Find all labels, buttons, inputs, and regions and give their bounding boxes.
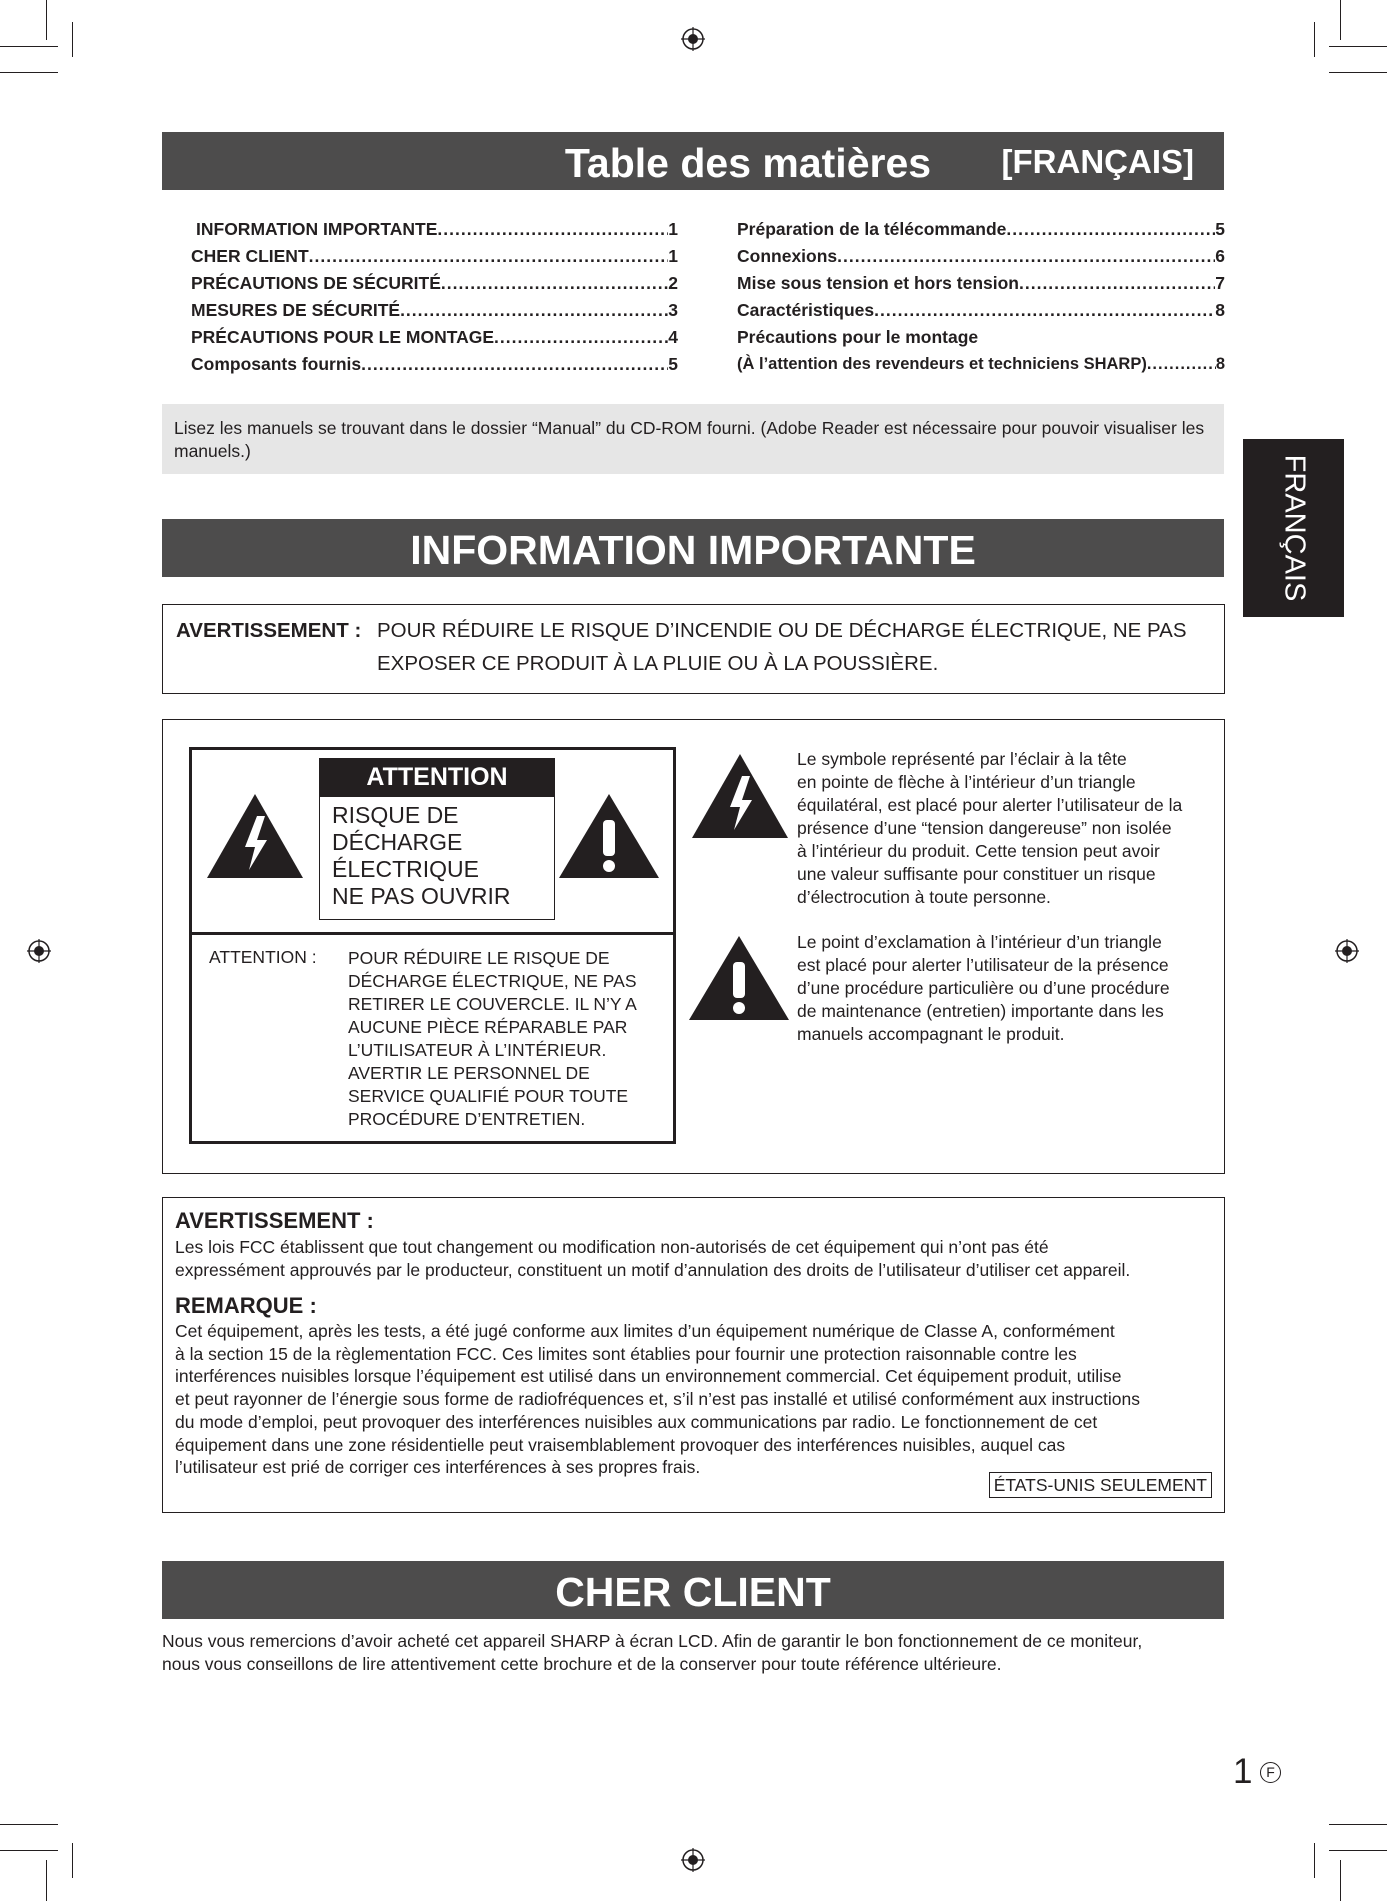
registration-mark-icon — [681, 1848, 705, 1872]
toc-entry[interactable]: Connexions ..... 6 — [737, 245, 1225, 267]
toc-entry[interactable]: Composants fournis ..... 5 — [191, 353, 678, 375]
caution-text-line: SERVICE QUALIFIÉ POUR TOUTE — [348, 1086, 629, 1106]
notice-text: Lisez les manuels se trouvant dans le dossier “Manual” du CD-ROM fourni. (Adobe Reader est nécessaire pour pouvoir visualiser les manuels.) — [174, 418, 1205, 461]
caution-label — [189, 747, 676, 1144]
exclamation-description: Le point d’exclamation à l’intérieur d’un triangle est placé pour alerter l’utilisateur de la présence d’une procédure particulière ou d’une procédure de maintenance (entretien) importante dans les manuels accompagnant le produit. — [797, 932, 1170, 1044]
risk-line: RISQUE DE — [332, 802, 459, 828]
risk-line: DÉCHARGE — [332, 829, 463, 855]
caution-text-line: PROCÉDURE D’ENTRETIEN. — [348, 1109, 586, 1129]
caution-text-line: AVERTIR LE PERSONNEL DE — [348, 1063, 590, 1083]
toc-entry[interactable]: MESURES DE SÉCURITÉ ..... 3 — [191, 299, 678, 321]
fcc-box — [162, 1197, 1225, 1513]
section-header-client — [162, 1561, 1224, 1619]
lightning-symbol-icon — [690, 752, 790, 840]
page-title: Table des matières — [564, 140, 932, 186]
risk-box — [319, 796, 555, 920]
us-only-badge: ÉTATS-UNIS SEULEMENT — [989, 1472, 1212, 1498]
registration-mark-icon — [1335, 939, 1359, 963]
language-label: [FRANÇAIS] — [1001, 143, 1194, 180]
language-side-tab — [1243, 439, 1344, 617]
warning-label: AVERTISSEMENT : — [176, 619, 362, 642]
caution-text — [348, 947, 637, 1131]
warning-text-line: POUR RÉDUIRE LE RISQUE D’INCENDIE OU DE DÉCHARGE ÉLECTRIQUE, NE PAS — [377, 619, 1187, 642]
toc-entry[interactable]: INFORMATION IMPORTANTE ..... 1 — [196, 218, 678, 240]
fcc-warning-text: Les lois FCC établissent que tout changement ou modification non-autorisés de cet équipement qui n’ont pas été expressément approuvés par le producteur, constituent un motif d’annulation des droits de l’utilisateur d’utiliser cet appareil. — [175, 1237, 1131, 1280]
cd-rom-notice — [162, 404, 1224, 474]
warning-text-line: EXPOSER CE PRODUIT À LA PLUIE OU À LA POUSSIÈRE. — [377, 652, 939, 675]
toc-entry[interactable]: (À l’attention des revendeurs et techniciens SHARP) ..... 8 — [737, 353, 1225, 375]
exclamation-warning-icon — [557, 792, 661, 880]
registration-mark-icon — [27, 939, 51, 963]
risk-line: NE PAS OUVRIR — [332, 883, 511, 909]
toc-entry[interactable]: Précautions pour le montage — [737, 327, 979, 347]
toc-entry[interactable]: PRÉCAUTIONS DE SÉCURITÉ ..... 2 — [191, 272, 678, 294]
warning-box — [162, 604, 1225, 694]
client-text: Nous vous remercions d’avoir acheté cet appareil SHARP à écran LCD. Afin de garantir le bon fonctionnement de ce moniteur, nous vous conseillons de lire attentivement cette brochure et de la conserver pour toute référence ultérieure. — [162, 1631, 1143, 1674]
registration-mark-icon — [681, 27, 705, 51]
caution-text-line: DÉCHARGE ÉLECTRIQUE, NE PAS — [348, 971, 637, 991]
lightning-warning-icon — [205, 792, 305, 880]
caution-text-line: POUR RÉDUIRE LE RISQUE DE — [348, 948, 610, 968]
exclamation-symbol-icon — [687, 934, 791, 1022]
section-title: CHER CLIENT — [555, 1569, 831, 1615]
caution-text-line: RETIRER LE COUVERCLE. IL N’Y A — [348, 994, 637, 1014]
page-number: 1 — [1233, 1752, 1253, 1791]
toc-entry[interactable]: CHER CLIENT ..... 1 — [191, 245, 678, 267]
language-mark: F — [1260, 1762, 1281, 1783]
lightning-description: Le symbole représenté par l’éclair à la tête en pointe de flèche à l’intérieur d’un triangle équilatéral, est placé pour alerter l’utilisateur de la présence d’une “tension dangereuse” non isolée à l’intérieur du produit. Cette tension peut avoir une valeur suffisante pour constituer un risque d’électrocution à toute personne. — [797, 749, 1183, 907]
risk-line: ÉLECTRIQUE — [332, 856, 479, 882]
toc-entry[interactable]: PRÉCAUTIONS POUR LE MONTAGE ..... 4 — [191, 326, 678, 348]
caution-text-line: AUCUNE PIÈCE RÉPARABLE PAR — [348, 1017, 628, 1037]
side-tab-label: FRANÇAIS — [1278, 454, 1310, 602]
section-title: INFORMATION IMPORTANTE — [410, 527, 976, 573]
toc-entry[interactable]: Préparation de la télécommande ..... 5 — [737, 218, 1225, 240]
toc-header-bar — [162, 132, 1224, 190]
caution-text-label: ATTENTION : — [209, 947, 317, 967]
fcc-note-text: Cet équipement, après les tests, a été jugé conforme aux limites d’un équipement numérique de Classe A, conformément à la section 15 de la règlementation FCC. Ces limites sont établies pour fournir une protection raisonnable contre les interférences nuisibles lorsque l’équipement est utilisé dans un environnement commercial. Cet équipement produit, utilise et peut rayonner de l’énergie sous forme de radiofréquences et, s’il n’est pas installé et utilisé conformément aux instructions du mode d’emploi, peut provoquer des interférences nuisibles aux communications par radio. Le fonctionnement de cet équipement dans une zone résidentielle peut vraisemblablement provoquer des interférences nuisibles, auquel cas l’utilisateur est prié de corriger ces interférences à ses propres frais. — [175, 1321, 1140, 1478]
toc-entry[interactable]: Mise sous tension et hors tension ..... 7 — [737, 272, 1225, 294]
caution-header: ATTENTION — [319, 758, 555, 796]
caution-text-line: L’UTILISATEUR À L’INTÉRIEUR. — [348, 1040, 607, 1060]
fcc-warning-title: AVERTISSEMENT : — [175, 1208, 374, 1233]
fcc-note-title: REMARQUE : — [175, 1293, 317, 1318]
section-header-info — [162, 519, 1224, 577]
toc-entry[interactable]: Caractéristiques ..... 8 — [737, 299, 1225, 321]
